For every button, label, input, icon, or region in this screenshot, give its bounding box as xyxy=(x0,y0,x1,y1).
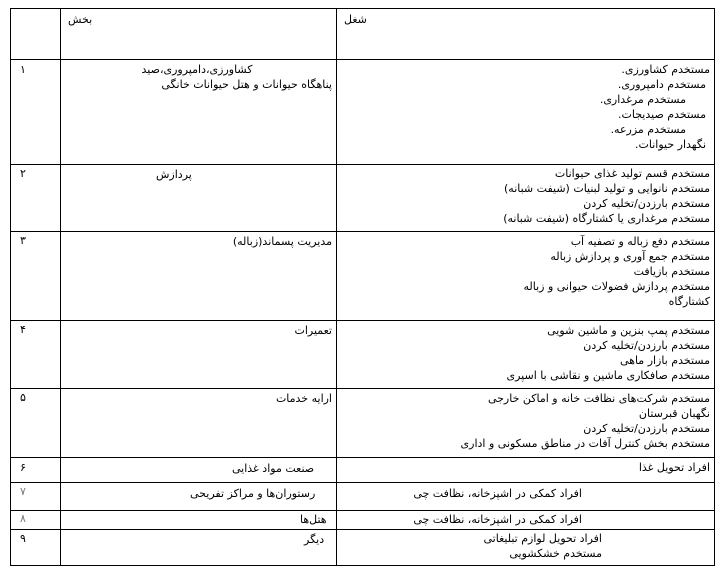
job-line: مستخدم جمع آوری و پردازش زباله xyxy=(550,250,710,263)
row-section: مدیریت پسماند(زباله) xyxy=(232,235,332,248)
row-divider xyxy=(10,529,715,530)
row-divider xyxy=(10,457,715,458)
column-divider xyxy=(714,8,715,566)
row-number: ۵ xyxy=(20,391,26,404)
job-line: مستخدم مرغداری. xyxy=(599,93,686,106)
job-line: مستخدم پردازش فضولات حیوانی و زباله xyxy=(523,280,710,293)
header-job: شغل xyxy=(344,13,367,26)
row-jobs xyxy=(338,323,710,383)
row-divider xyxy=(10,510,715,511)
row-section xyxy=(62,62,332,92)
job-line: مستخدم بخش کنترل آفات در مناطق مسکونی و اداری xyxy=(460,437,710,450)
header-section: بخش xyxy=(68,13,93,26)
job-line: مستخدم خشکشویی xyxy=(509,547,602,560)
row-jobs xyxy=(338,460,710,475)
job-line: مستخدم مرغداری یا کشتارگاه (شیفت شبانه) xyxy=(503,212,710,225)
row-divider xyxy=(10,388,715,389)
job-line: مستخدم دفع زباله و تصفیه آب xyxy=(570,235,710,248)
row-jobs xyxy=(338,531,602,561)
row-divider xyxy=(10,164,715,165)
job-line: کشتارگاه xyxy=(668,295,710,308)
section-line: پناهگاه حیوانات و هتل حیوانات خانگی xyxy=(161,78,332,91)
job-line: مستخدم پمپ بنزین و ماشین شویی xyxy=(547,324,710,337)
row-divider xyxy=(10,482,715,483)
job-line: مستخدم بازیافت xyxy=(633,265,710,278)
row-number: ۸ xyxy=(20,512,26,525)
job-line: مستخدم بارزدن/تخلیه کردن xyxy=(583,197,710,210)
job-line: مستخدم دامپروری. xyxy=(617,78,706,91)
job-line: مستخدم نانوایی و تولید لبنیات (شیفت شبانه) xyxy=(504,182,710,195)
job-line: مستخدم شرکت‌های نظافت خانه و اماکن خارجی xyxy=(487,392,710,405)
row-jobs xyxy=(338,62,710,152)
job-line: مستخدم کشاورزی. xyxy=(621,63,710,76)
row-section: پردازش xyxy=(156,168,192,181)
row-jobs xyxy=(338,391,710,451)
job-line: افراد تحویل لوازم تبلیغاتی xyxy=(483,532,602,545)
row-number: ۹ xyxy=(20,532,26,545)
row-section: صنعت مواد غذایی xyxy=(232,462,315,475)
job-line: مستخدم بارزدن/تخلیه کردن xyxy=(583,422,710,435)
row-number: ۴ xyxy=(20,323,26,336)
row-number: ۶ xyxy=(20,461,26,474)
row-section: دیگر xyxy=(304,533,325,546)
row-section: تعمیرات xyxy=(294,324,332,337)
table-border-bottom xyxy=(10,565,715,566)
row-section: هتل‌ها xyxy=(300,513,327,526)
column-divider xyxy=(336,8,337,566)
row-number: ۷ xyxy=(20,485,26,498)
row-jobs: افراد کمکی در اشپزخانه، نظافت چی xyxy=(413,513,582,526)
job-line: مستخدم بازار ماهی xyxy=(619,354,710,367)
job-line: افراد تحویل غذا xyxy=(638,461,710,474)
row-section: رستوران‌ها و مراکز تفریحی xyxy=(190,487,316,500)
job-line: مستخدم مزرعه. xyxy=(610,123,686,136)
row-jobs: افراد کمکی در اشپزخانه، نظافت چی xyxy=(413,487,582,500)
job-line: مستخدم قسم تولید غذای حیوانات xyxy=(554,167,710,180)
job-line: مستخدم صیدیجات. xyxy=(617,108,706,121)
row-number: ۲ xyxy=(20,167,26,180)
section-line: کشاورزی،دامپروری،صید xyxy=(141,63,253,76)
row-divider xyxy=(10,320,715,321)
column-divider xyxy=(10,8,11,566)
row-jobs xyxy=(338,234,710,309)
job-line: نگهبان قبرستان xyxy=(638,407,710,420)
job-line: مستخدم صافکاری ماشین و نقاشی با اسپری xyxy=(506,369,710,382)
row-divider xyxy=(10,59,715,60)
row-number: ۱ xyxy=(20,63,26,76)
job-line: نگهدار حیوانات. xyxy=(635,138,706,151)
column-divider xyxy=(60,8,61,566)
job-line: مستخدم بارزدن/تخلیه کردن xyxy=(583,339,710,352)
row-divider xyxy=(10,231,715,232)
row-jobs xyxy=(338,166,710,226)
row-section: ارایه خدمات xyxy=(275,392,332,405)
table-border-top xyxy=(10,8,715,9)
row-number: ۳ xyxy=(20,234,26,247)
